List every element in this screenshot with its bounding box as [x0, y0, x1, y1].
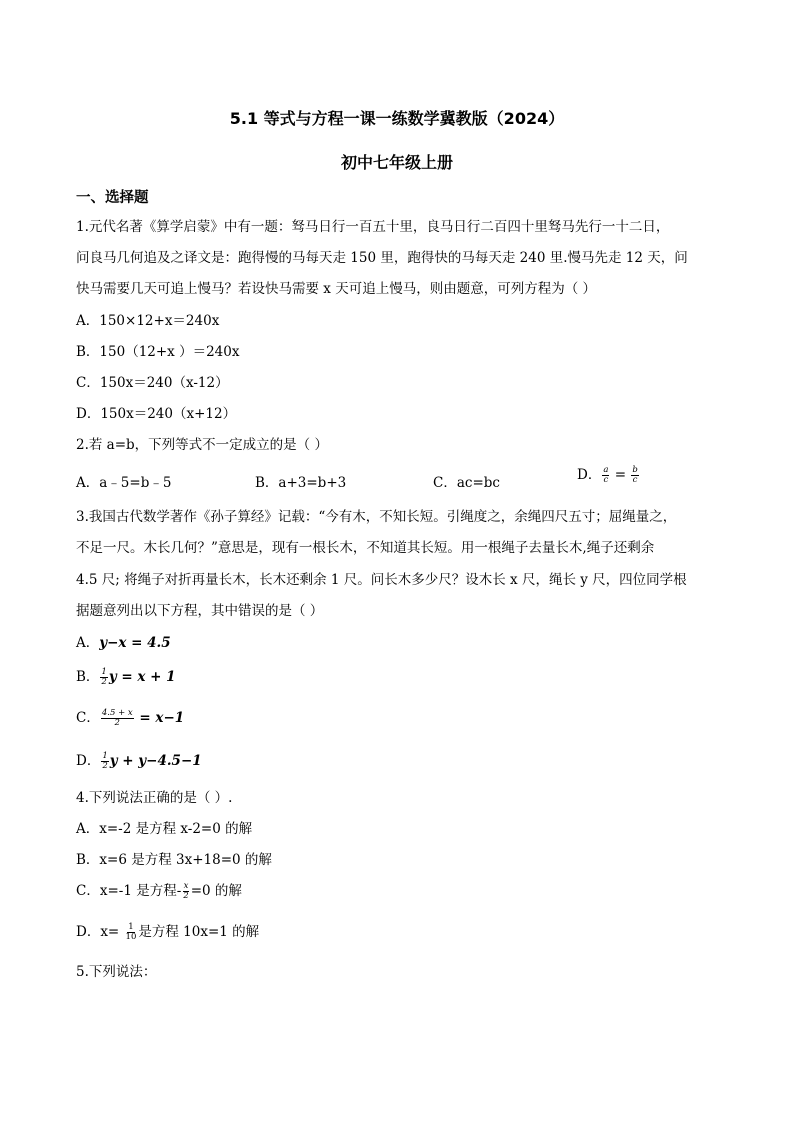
q4-option-b: B．x=6 是方程 3x+18=0 的解 [76, 852, 272, 868]
fraction: $\frac{1}{10}$ [125, 922, 137, 942]
q1-option-b: B．150（12+x ）＝240x [76, 344, 240, 360]
fraction: $\frac{x}{2}$ [183, 881, 189, 901]
equation: y + y−4.5−1 [109, 753, 202, 769]
q2-option-c: C．ac=bc [433, 475, 500, 491]
fraction: $\frac{b}{c}$ [632, 465, 638, 485]
q4-option-d: D．x= $\frac{1}{10}$ 是方程 10x=1 的解 [76, 922, 260, 942]
q2-stem: 2.若 a=b，下列等式不一定成立的是（ ） [76, 437, 328, 453]
q1-option-d: D．150x＝240（x+12） [76, 406, 237, 422]
equation: y−x = 4.5 [99, 635, 171, 651]
q3-option-c: C． $\frac{4.5 + x}{2}$ = x−1 [76, 708, 185, 728]
q2-option-a: A．a﹣5=b﹣5 [76, 475, 172, 491]
q4-option-c: C．x=-1 是方程- $\frac{x}{2}$ =0 的解 [76, 881, 242, 901]
fraction: $\frac{1}{2}$ [102, 751, 108, 771]
q2-option-b: B．a+3=b+3 [255, 475, 347, 491]
q1-option-c: C．150x＝240（x-12） [76, 375, 229, 391]
equation: y = x + 1 [108, 669, 176, 685]
q1-stem-line3: 快马需要几天可追上慢马？若设快马需要 x 天可追上慢马，则由题意，可列方程为（ ） [76, 281, 596, 297]
q3-stem-line3: 4.5 尺; 将绳子对折再量长木，长木还剩余 1 尺。问长木多少尺？设木长 x 尺，绳长 y 尺，四位同学根 [76, 572, 687, 588]
document-subtitle: 初中七年级上册 [340, 153, 453, 172]
q3-stem-line2: 不足一尺。木长几何？”意思是，现有一根长木，不知道其长短。用一根绳子去量长木,绳子还剩余 [76, 540, 655, 556]
q4-option-a: A．x=-2 是方程 x-2=0 的解 [76, 821, 253, 837]
q3-stem-line1: 3.我国古代数学著作《孙子算经》记载：“今有木，不知长短。引绳度之，余绳四尺五寸；屈绳量之， [76, 509, 677, 525]
q3-option-b: B． $\frac{1}{2}$ y = x + 1 [76, 667, 176, 687]
q1-option-a: A．150×12+x＝240x [76, 313, 220, 329]
equation: = x−1 [134, 710, 185, 726]
document-title: 5.1 等式与方程一课一练数学冀教版（2024） [229, 109, 565, 128]
q1-stem-line2: 问良马几何追及之译文是：跑得慢的马每天走 150 里，跑得快的马每天走 240 里.慢马先走 12 天，问 [76, 250, 688, 266]
q3-option-a: A．y−x = 4.5 [76, 635, 171, 651]
section-heading: 一、选择题 [76, 190, 149, 206]
q4-stem: 4.下列说法正确的是（ ）. [76, 790, 233, 806]
fraction: $\frac{a}{c}$ [603, 465, 609, 485]
q3-option-d: D． $\frac{1}{2}$ y + y−4.5−1 [76, 751, 202, 771]
q2-option-d-label: D． [577, 467, 602, 483]
q1-stem-line1: 1.元代名著《算学启蒙》中有一题：驽马日行一百五十里，良马日行二百四十里驽马先行一十二日， [76, 219, 670, 235]
fraction: $\frac{4.5 + x}{2}$ [101, 708, 133, 728]
q3-stem-line4: 据题意列出以下方程，其中错误的是（ ） [76, 603, 324, 619]
fraction: $\frac{1}{2}$ [101, 667, 107, 687]
q2-option-d: D． $\frac{a}{c}$ = $\frac{b}{c}$ [577, 465, 638, 485]
q5-stem: 5.下列说法： [76, 964, 157, 980]
